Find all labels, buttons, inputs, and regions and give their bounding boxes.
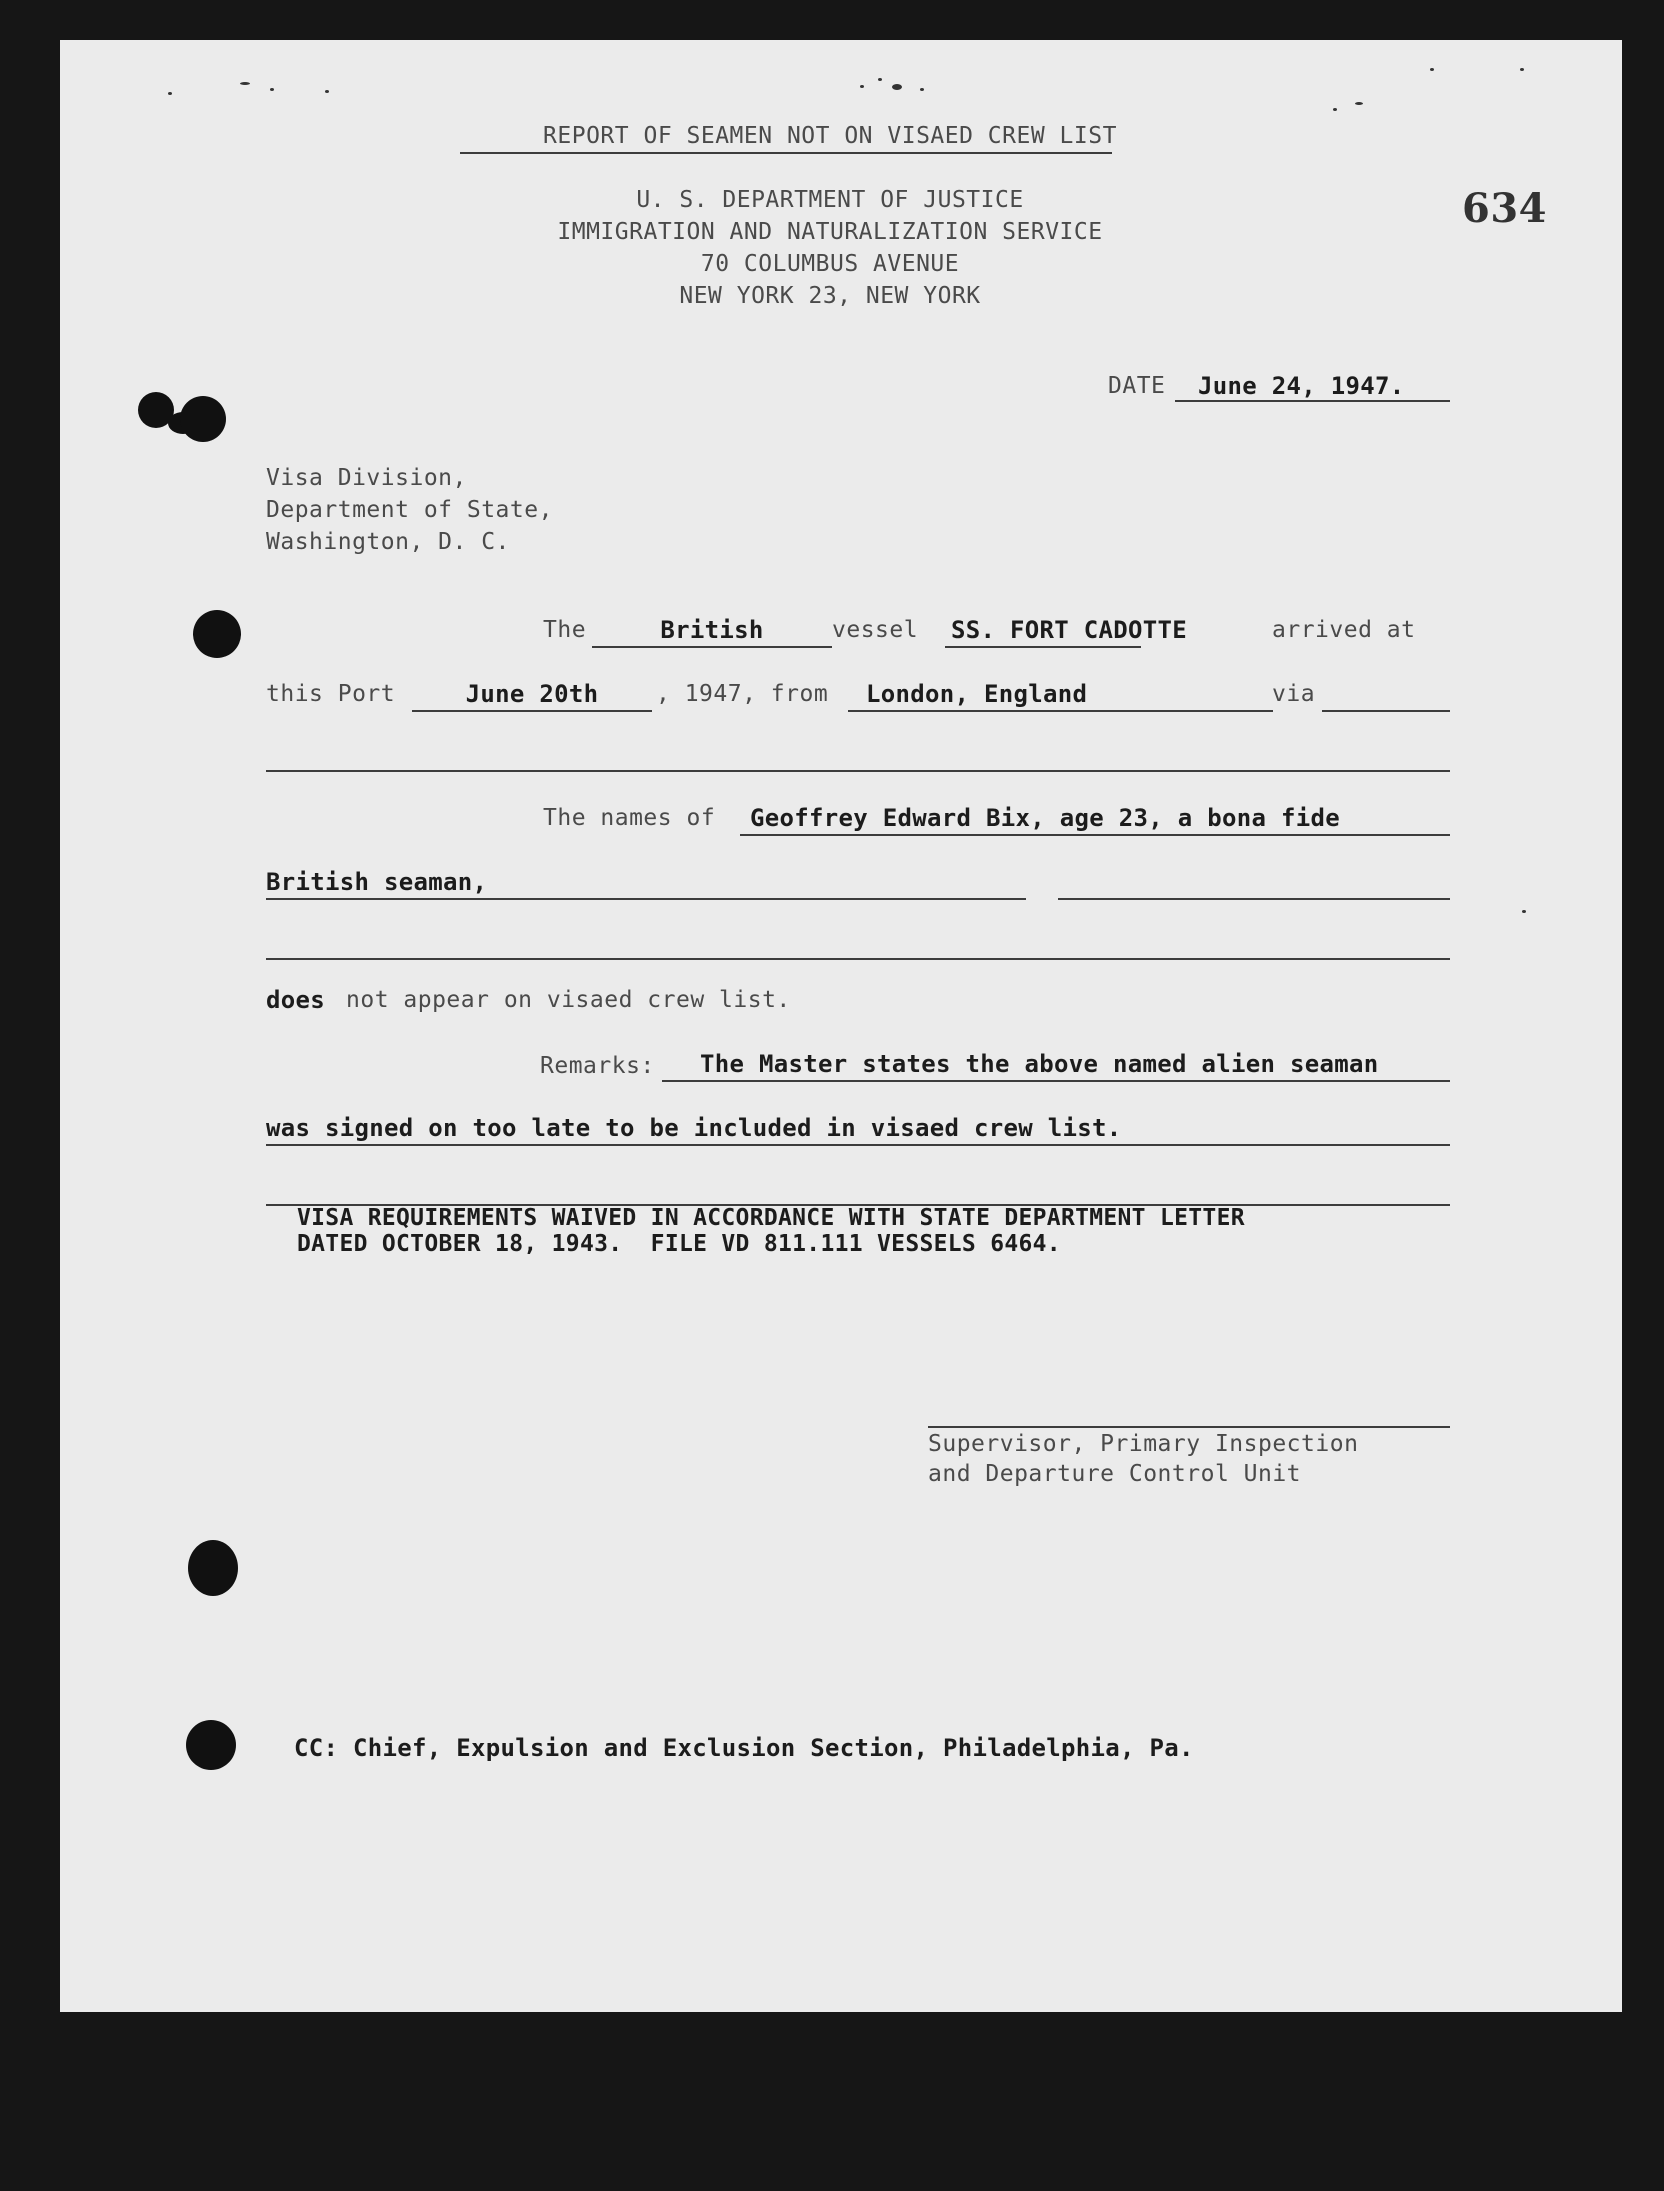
vessel-label: vessel [832, 617, 919, 643]
remarks-line-1-underline [662, 1080, 1450, 1082]
document-page [60, 40, 1622, 2012]
seaman-line-2: British seaman, [266, 868, 488, 896]
signature-line [928, 1426, 1450, 1428]
seaman-verb: does [266, 986, 325, 1014]
punch-hole [193, 610, 241, 658]
addressee-line-3: Washington, D. C. [266, 529, 510, 555]
seaman-blank-line [266, 958, 1450, 960]
date-underline [1175, 400, 1450, 402]
remarks-label: Remarks: [540, 1053, 655, 1079]
seaman-tail: not appear on visaed crew list. [346, 987, 791, 1013]
remarks-line-1: The Master states the above named alien seaman [700, 1050, 1379, 1078]
blank-line [266, 770, 1450, 772]
seaman-line-2-underline [266, 898, 1026, 900]
signature-title-2: and Departure Control Unit [928, 1461, 1302, 1487]
seaman-line-1-underline [740, 834, 1450, 836]
vessel-nationality: British [660, 616, 764, 644]
waiver-line-1: VISA REQUIREMENTS WAIVED IN ACCORDANCE WITH STATE DEPARTMENT LETTER [297, 1205, 1245, 1231]
origin-underline [848, 710, 1273, 712]
vessel-name: SS. FORT CADOTTE [951, 616, 1187, 644]
origin-port: London, England [866, 680, 1088, 708]
remarks-line-2: was signed on too late to be included in visaed crew list. [266, 1114, 1122, 1142]
agency-line-3: 70 COLUMBUS AVENUE [700, 251, 960, 277]
vessel-name-underline [945, 646, 1141, 648]
punch-hole [180, 396, 226, 442]
page-number: 634 [1462, 185, 1547, 232]
waiver-line-2: DATED OCTOBER 18, 1943. FILE VD 811.111 VESSELS 6464. [297, 1231, 1061, 1257]
date-label: DATE [1108, 373, 1166, 399]
agency-line-4: NEW YORK 23, NEW YORK [679, 283, 981, 309]
agency-line-1: U. S. DEPARTMENT OF JUSTICE [636, 187, 1024, 213]
addressee-line-2: Department of State, [266, 497, 553, 523]
arrival-date-underline [412, 710, 652, 712]
seaman-line-1: Geoffrey Edward Bix, age 23, a bona fide [750, 804, 1340, 832]
date-value: June 24, 1947. [1198, 372, 1405, 400]
port-label: this Port [266, 681, 396, 707]
remarks-line-2-underline [266, 1144, 1450, 1146]
via-underline [1322, 710, 1450, 712]
year-text: , 1947, from [656, 681, 829, 707]
addressee-line-1: Visa Division, [266, 465, 467, 491]
via-label: via [1272, 681, 1316, 707]
seaman-line-2-underline-b [1058, 898, 1450, 900]
report-title-underline [460, 152, 1112, 154]
cc-line: CC: Chief, Expulsion and Exclusion Section, Philadelphia, Pa. [294, 1734, 1194, 1762]
agency-line-2: IMMIGRATION AND NATURALIZATION SERVICE [557, 219, 1103, 245]
punch-hole [188, 1540, 238, 1596]
names-label: The names of [543, 805, 716, 831]
punch-hole [186, 1720, 236, 1770]
report-title: REPORT OF SEAMEN NOT ON VISAED CREW LIST [543, 123, 1117, 149]
signature-title-1: Supervisor, Primary Inspection [928, 1431, 1359, 1457]
arrival-date: June 20th [465, 680, 599, 708]
arrived-label: arrived at [1272, 617, 1416, 643]
the-label: The [543, 617, 587, 643]
nationality-underline [592, 646, 832, 648]
